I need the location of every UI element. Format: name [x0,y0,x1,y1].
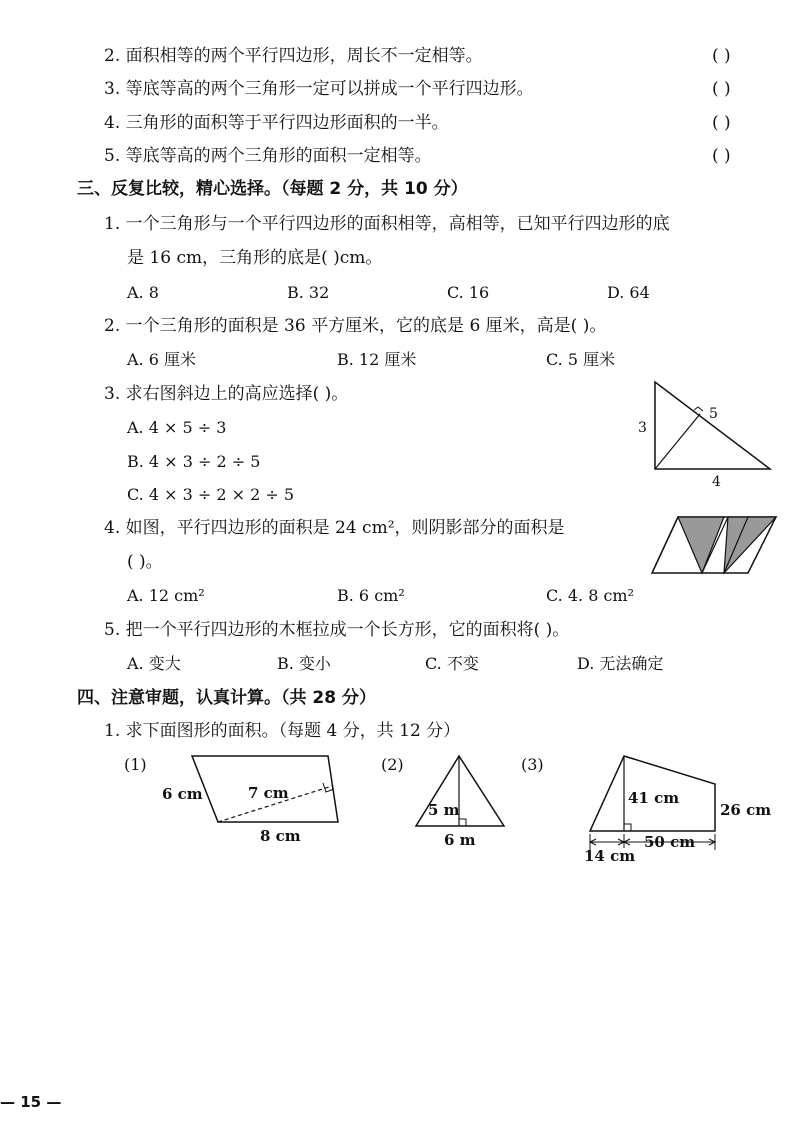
fig1-side-label: 6 cm [162,785,203,803]
fig1-number: (1) [124,755,147,774]
right-angle-mark [694,407,703,411]
label-hyp: 5 [709,406,718,422]
q3-2-text: 2. 一个三角形的面积是 36 平方厘米，它的底是 6 厘米，高是( )。 [104,316,607,336]
altitude-line [655,414,700,469]
q3-5-text: 5. 把一个平行四边形的木框拉成一个长方形，它的面积将( )。 [104,620,570,640]
fig2-triangle [410,752,510,852]
q3-3-option-c[interactable]: C. 4 × 3 ÷ 2 × 2 ÷ 5 [127,485,295,504]
right-angle-mark [624,824,631,831]
q3-3-option-b[interactable]: B. 4 × 3 ÷ 2 ÷ 5 [127,452,261,471]
q3-3-option-a[interactable]: A. 4 × 5 ÷ 3 [127,418,227,437]
fig3-base-right-label: 50 cm [644,833,696,851]
judge-blank-2[interactable]: ( ) [712,46,731,66]
judge-blank-3[interactable]: ( ) [712,79,731,99]
judge-blank-4[interactable]: ( ) [712,113,731,133]
fig2-base-label: 6 m [444,831,476,849]
q3-5-option-d[interactable]: D. 无法确定 [577,654,664,673]
q3-1-line2: 是 16 cm，三角形的底是( )cm。 [127,248,383,268]
q3-5-option-b[interactable]: B. 变小 [277,654,331,673]
label-left: 3 [638,420,647,436]
q3-5-option-c[interactable]: C. 不变 [425,654,479,673]
q3-1-option-c[interactable]: C. 16 [447,283,490,302]
q3-1-option-d[interactable]: D. 64 [607,283,650,302]
q3-4-option-b[interactable]: B. 6 cm² [337,586,405,605]
q3-2-option-a[interactable]: A. 6 厘米 [127,350,196,369]
judge-item-2: 2. 面积相等的两个平行四边形，周长不一定相等。 [104,46,483,66]
q3-4-line2: ( )。 [127,552,163,572]
fig3-number: (3) [521,755,544,774]
shaded-triangle-right [724,517,776,573]
judge-blank-5[interactable]: ( ) [712,146,731,166]
judge-item-5: 5. 等底等高的两个三角形的面积一定相等。 [104,146,432,166]
fig1-parallelogram [160,752,350,852]
q3-4-option-c[interactable]: C. 4. 8 cm² [546,586,635,605]
fig2-number: (2) [381,755,404,774]
fig2-height-label: 5 m [428,801,460,819]
q4-1-text: 1. 求下面图形的面积。（每题 4 分，共 12 分） [104,721,461,741]
fig3-height-label: 41 cm [628,789,680,807]
section-4-title: 四、注意审题，认真计算。（共 28 分） [77,688,376,708]
judge-item-4: 4. 三角形的面积等于平行四边形面积的一半。 [104,113,449,133]
right-triangle-figure [630,378,780,488]
fig3-base-left-label: 14 cm [584,847,636,865]
q3-2-option-b[interactable]: B. 12 厘米 [337,350,417,369]
fig3-right-label: 26 cm [720,801,772,819]
q3-2-option-c[interactable]: C. 5 厘米 [546,350,616,369]
label-bottom: 4 [712,474,721,490]
q3-3-text: 3. 求右图斜边上的高应选择( )。 [104,384,349,404]
fig1-height-label: 7 cm [248,784,289,802]
fig3-composite-figure [580,752,785,867]
section-3-title: 三、反复比较，精心选择。（每题 2 分，共 10 分） [77,179,468,199]
q3-1-line1: 1. 一个三角形与一个平行四边形的面积相等，高相等，已知平行四边形的底 [104,214,670,234]
q3-5-option-a[interactable]: A. 变大 [127,654,181,673]
q3-1-option-a[interactable]: A. 8 [127,283,159,302]
shaded-parallelogram-figure [650,514,780,578]
fig1-base-label: 8 cm [260,827,301,845]
shaded-triangle-left [678,517,724,573]
q3-4-option-a[interactable]: A. 12 cm² [127,586,205,605]
right-angle-mark [459,819,466,826]
triangle-shape [655,382,770,469]
q3-4-line1: 4. 如图，平行四边形的面积是 24 cm²，则阴影部分的面积是 [104,518,565,538]
page-number: — 15 — [0,1093,62,1111]
q3-1-option-b[interactable]: B. 32 [287,283,330,302]
judge-item-3: 3. 等底等高的两个三角形一定可以拼成一个平行四边形。 [104,79,534,99]
